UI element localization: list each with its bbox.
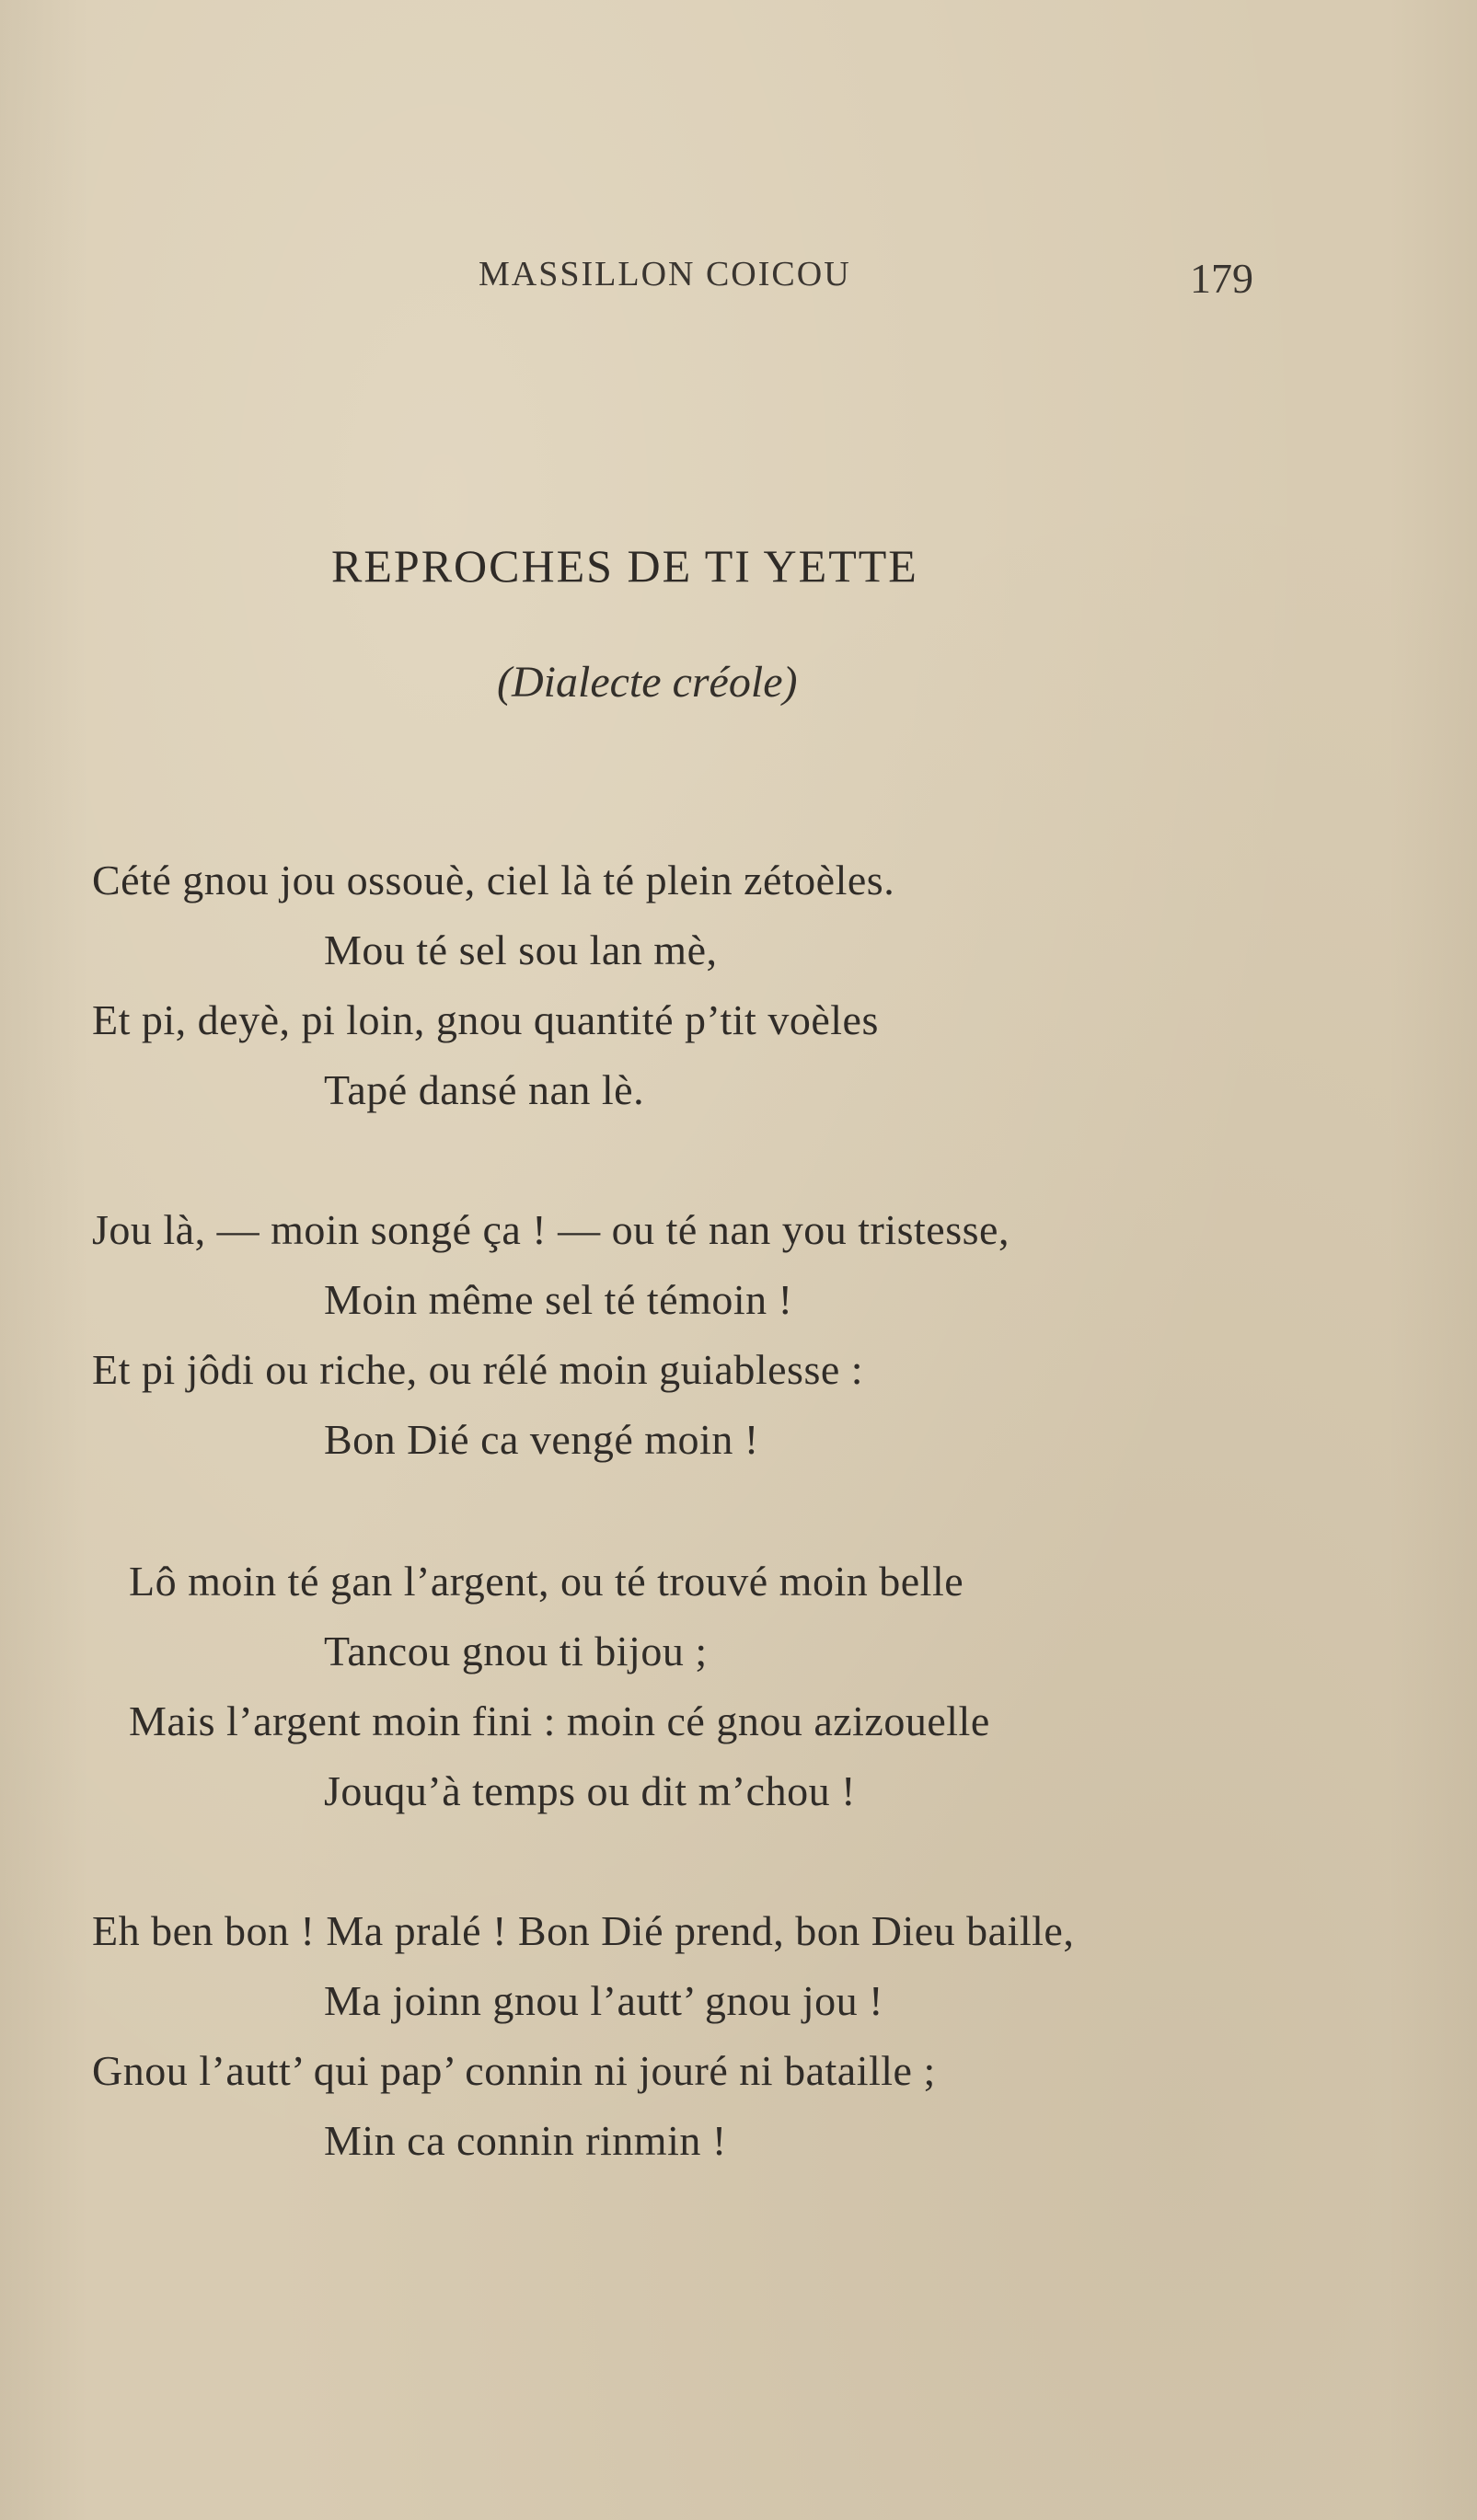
stanza-4-line-3: Gnou l’autt’ qui pap’ connin ni jouré ni bataille ; <box>92 2047 936 2094</box>
stanza-4-line-1: Eh ben bon ! Ma pralé ! Bon Dié prend, bon Dieu baille, <box>92 1907 1075 1954</box>
stanza-1-line-1: Cété gnou jou ossouè, ciel là té plein zétoèles. <box>92 857 895 903</box>
stanza-1-line-4: Tapé dansé nan lè. <box>324 1066 645 1113</box>
poem-title: REPROCHES DE TI YETTE <box>331 540 918 592</box>
stanza-4-line-2: Ma joinn gnou l’autt’ gnou jou ! <box>324 1977 883 2024</box>
stanza-1-line-2: Mou té sel sou lan mè, <box>324 926 718 973</box>
stanza-3-line-1: Lô moin té gan l’argent, ou té trouvé moin belle <box>129 1558 964 1605</box>
stanza-3-line-2: Tancou gnou ti bijou ; <box>324 1628 708 1674</box>
stanza-3-line-3: Mais l’argent moin fini : moin cé gnou azizouelle <box>129 1697 990 1744</box>
poem-subtitle: (Dialecte créole) <box>497 658 798 707</box>
stanza-1-line-3: Et pi, deyè, pi loin, gnou quantité p’tit voèles <box>92 996 879 1043</box>
page-number: 179 <box>1190 255 1253 302</box>
stanza-2-line-3: Et pi jôdi ou riche, ou rélé moin guiablesse : <box>92 1346 864 1393</box>
stanza-2-line-4: Bon Dié ca vengé moin ! <box>324 1416 759 1463</box>
running-head: MASSILLON COICOU <box>479 255 851 293</box>
stanza-4-line-4: Min ca connin rinmin ! <box>324 2117 727 2164</box>
stanza-3-line-4: Jouqu’à temps ou dit m’chou ! <box>324 1767 856 1814</box>
stanza-2-line-1: Jou là, — moin songé ça ! — ou té nan you tristesse, <box>92 1206 1010 1253</box>
stanza-2-line-2: Moin même sel té témoin ! <box>324 1276 793 1323</box>
